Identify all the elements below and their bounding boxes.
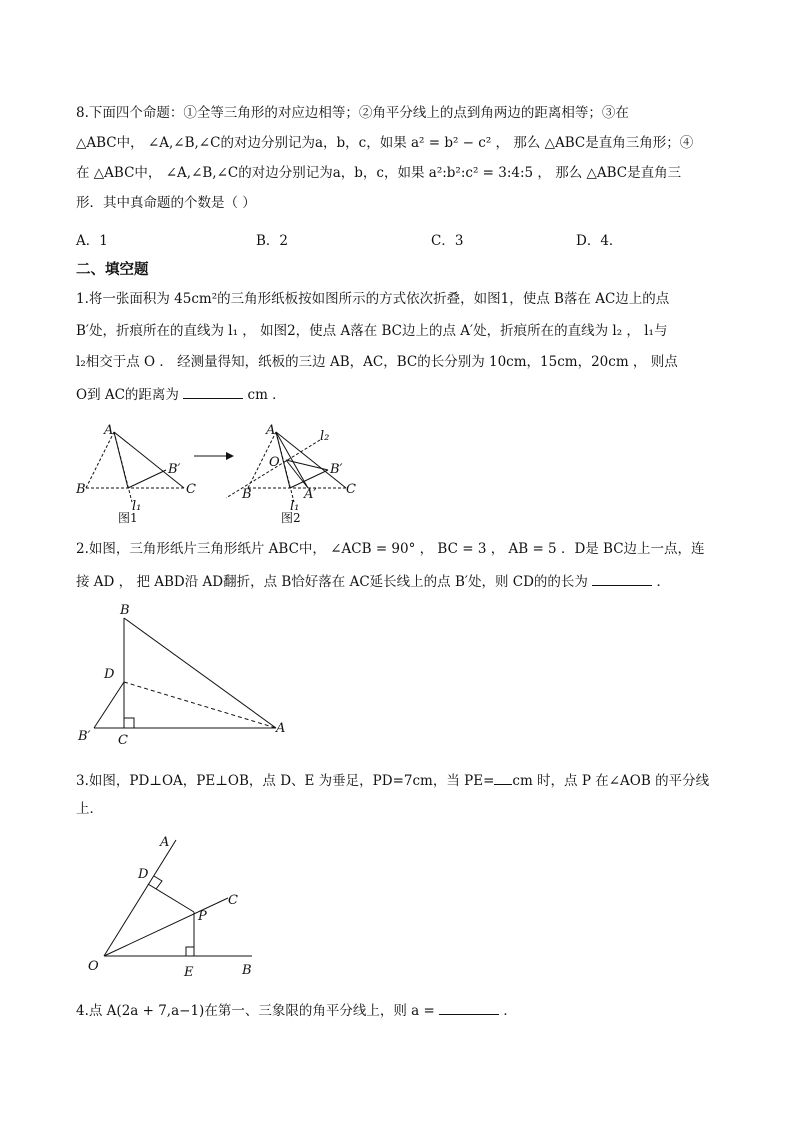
q1-line-1: 1.将一张面积为 45cm²的三角形纸板按如图所示的方式依次折叠，如图1，使点 B落在 AC边上的点 <box>76 291 670 307</box>
q2-label-a: A <box>276 721 286 736</box>
q1-answer-blank[interactable] <box>183 384 243 399</box>
q4-line <box>76 1000 517 1020</box>
fig2-label-l1: l₁ <box>290 499 300 514</box>
q8-line-3: 在 △ABC中， ∠A,∠B,∠C的对边分别记为a，b，c，如果 a²:b²:c² = 3:4:5 ， 那么 △ABC是直角三 <box>76 165 682 181</box>
fig2-label-a-prime: A′ <box>304 487 317 502</box>
q2-figure <box>76 600 296 750</box>
q8-option-d: D．4． <box>576 233 623 249</box>
q3-label-d: D <box>138 867 149 882</box>
q3-label-a: A <box>160 835 170 850</box>
fig2-label-l2: l₂ <box>320 429 330 444</box>
q8-option-b: B．2 <box>256 233 289 249</box>
q1-line-3: l₂相交于点 O ． 经测量得知，纸板的三边 AB，AC，BC的长分别为 10cm，15cm，20cm ， 则点 <box>76 354 678 370</box>
q1-figure-2 <box>226 423 356 525</box>
q1-figures <box>76 418 376 528</box>
q4-text: 4.点 A(2a + 7,a−1)在第一、三象限的角平分线上，则 a = <box>76 1003 440 1019</box>
q3-answer-blank[interactable] <box>494 770 512 785</box>
q4-end: ． <box>499 1003 517 1019</box>
q2-line-1: 2.如图，三角形纸片三角形纸片 ABC中， ∠ACB = 90° ， BC = 3 ， AB = 5 ．D是 BC边上一点，连 <box>76 541 705 557</box>
q1-line-4 <box>76 384 286 404</box>
fig1-label-b: B <box>76 482 86 497</box>
q3-figure <box>86 830 286 980</box>
q3-label-e: E <box>184 965 194 980</box>
q2-label-b: B <box>120 603 130 618</box>
q2-label-c: C <box>118 733 128 748</box>
q3-line-1-end: cm 时，点 P 在∠AOB 的平分线 <box>512 773 710 789</box>
q2-label-d: D <box>104 667 115 682</box>
q3-line-2: 上． <box>76 801 103 817</box>
fig2-label-c: C <box>346 482 356 497</box>
fig-arrow <box>194 452 234 460</box>
q2-answer-blank[interactable] <box>592 571 652 586</box>
q1-line-4-unit: cm ． <box>243 387 286 403</box>
fig1-caption: 图1 <box>118 511 138 525</box>
q8-option-c: C．3 <box>431 233 464 249</box>
q2-line-2-end: ． <box>652 574 670 590</box>
fig2-label-b: B <box>242 487 252 502</box>
fig1-label-c: C <box>186 482 196 497</box>
q3-label-b: B <box>242 963 252 978</box>
q4-answer-blank[interactable] <box>439 1000 499 1015</box>
q8-line-1: 8.下面四个命题：①全等三角形的对应边相等；②角平分线上的点到角两边的距离相等；③在 <box>76 105 629 121</box>
q8-line-2: △ABC中， ∠A,∠B,∠C的对边分别记为a，b，c，如果 a² = b² − c² ， 那么 △ABC是直角三角形；④ <box>76 135 694 151</box>
q3-line-1 <box>76 770 709 790</box>
q2-line-2-text: 接 AD ， 把 ABD沿 AD翻折，点 B恰好落在 AC延长线上的点 B′处，则 CD的的长为 <box>76 574 593 590</box>
section-title: 二、填空题 <box>76 262 149 278</box>
q2-label-b-prime: B′ <box>78 729 91 744</box>
q2-line-2 <box>76 571 670 591</box>
q3-label-c: C <box>228 893 238 908</box>
q1-line-2: B′处，折痕所在的直线为 l₁ ， 如图2，使点 A落在 BC边上的点 A′处，折痕所在的直线为 l₂ ， l₁与 <box>76 323 668 339</box>
q8-option-a: A．1 <box>76 233 108 249</box>
fig1-label-l1: l₁ <box>132 499 142 514</box>
q3-label-p: P <box>198 909 207 924</box>
q1-line-4-text: O到 AC的距离为 <box>76 387 184 403</box>
q8-line-4: 形．其中真命题的个数是（ ） <box>76 195 256 211</box>
q1-figure-1 <box>75 423 196 525</box>
fig1-label-a: A <box>104 423 114 438</box>
q3-label-o: O <box>88 959 99 974</box>
fig2-caption: 图2 <box>281 511 301 525</box>
fig2-label-b-prime: B′ <box>330 462 343 477</box>
fig2-label-o: O <box>269 455 280 470</box>
q3-line-1-text: 3.如图，PD⊥OA，PE⊥OB，点 D、E 为垂足，PD=7cm，当 PE= <box>76 773 495 789</box>
fig2-label-a: A <box>266 423 276 438</box>
fig1-label-b-prime: B′ <box>168 462 181 477</box>
